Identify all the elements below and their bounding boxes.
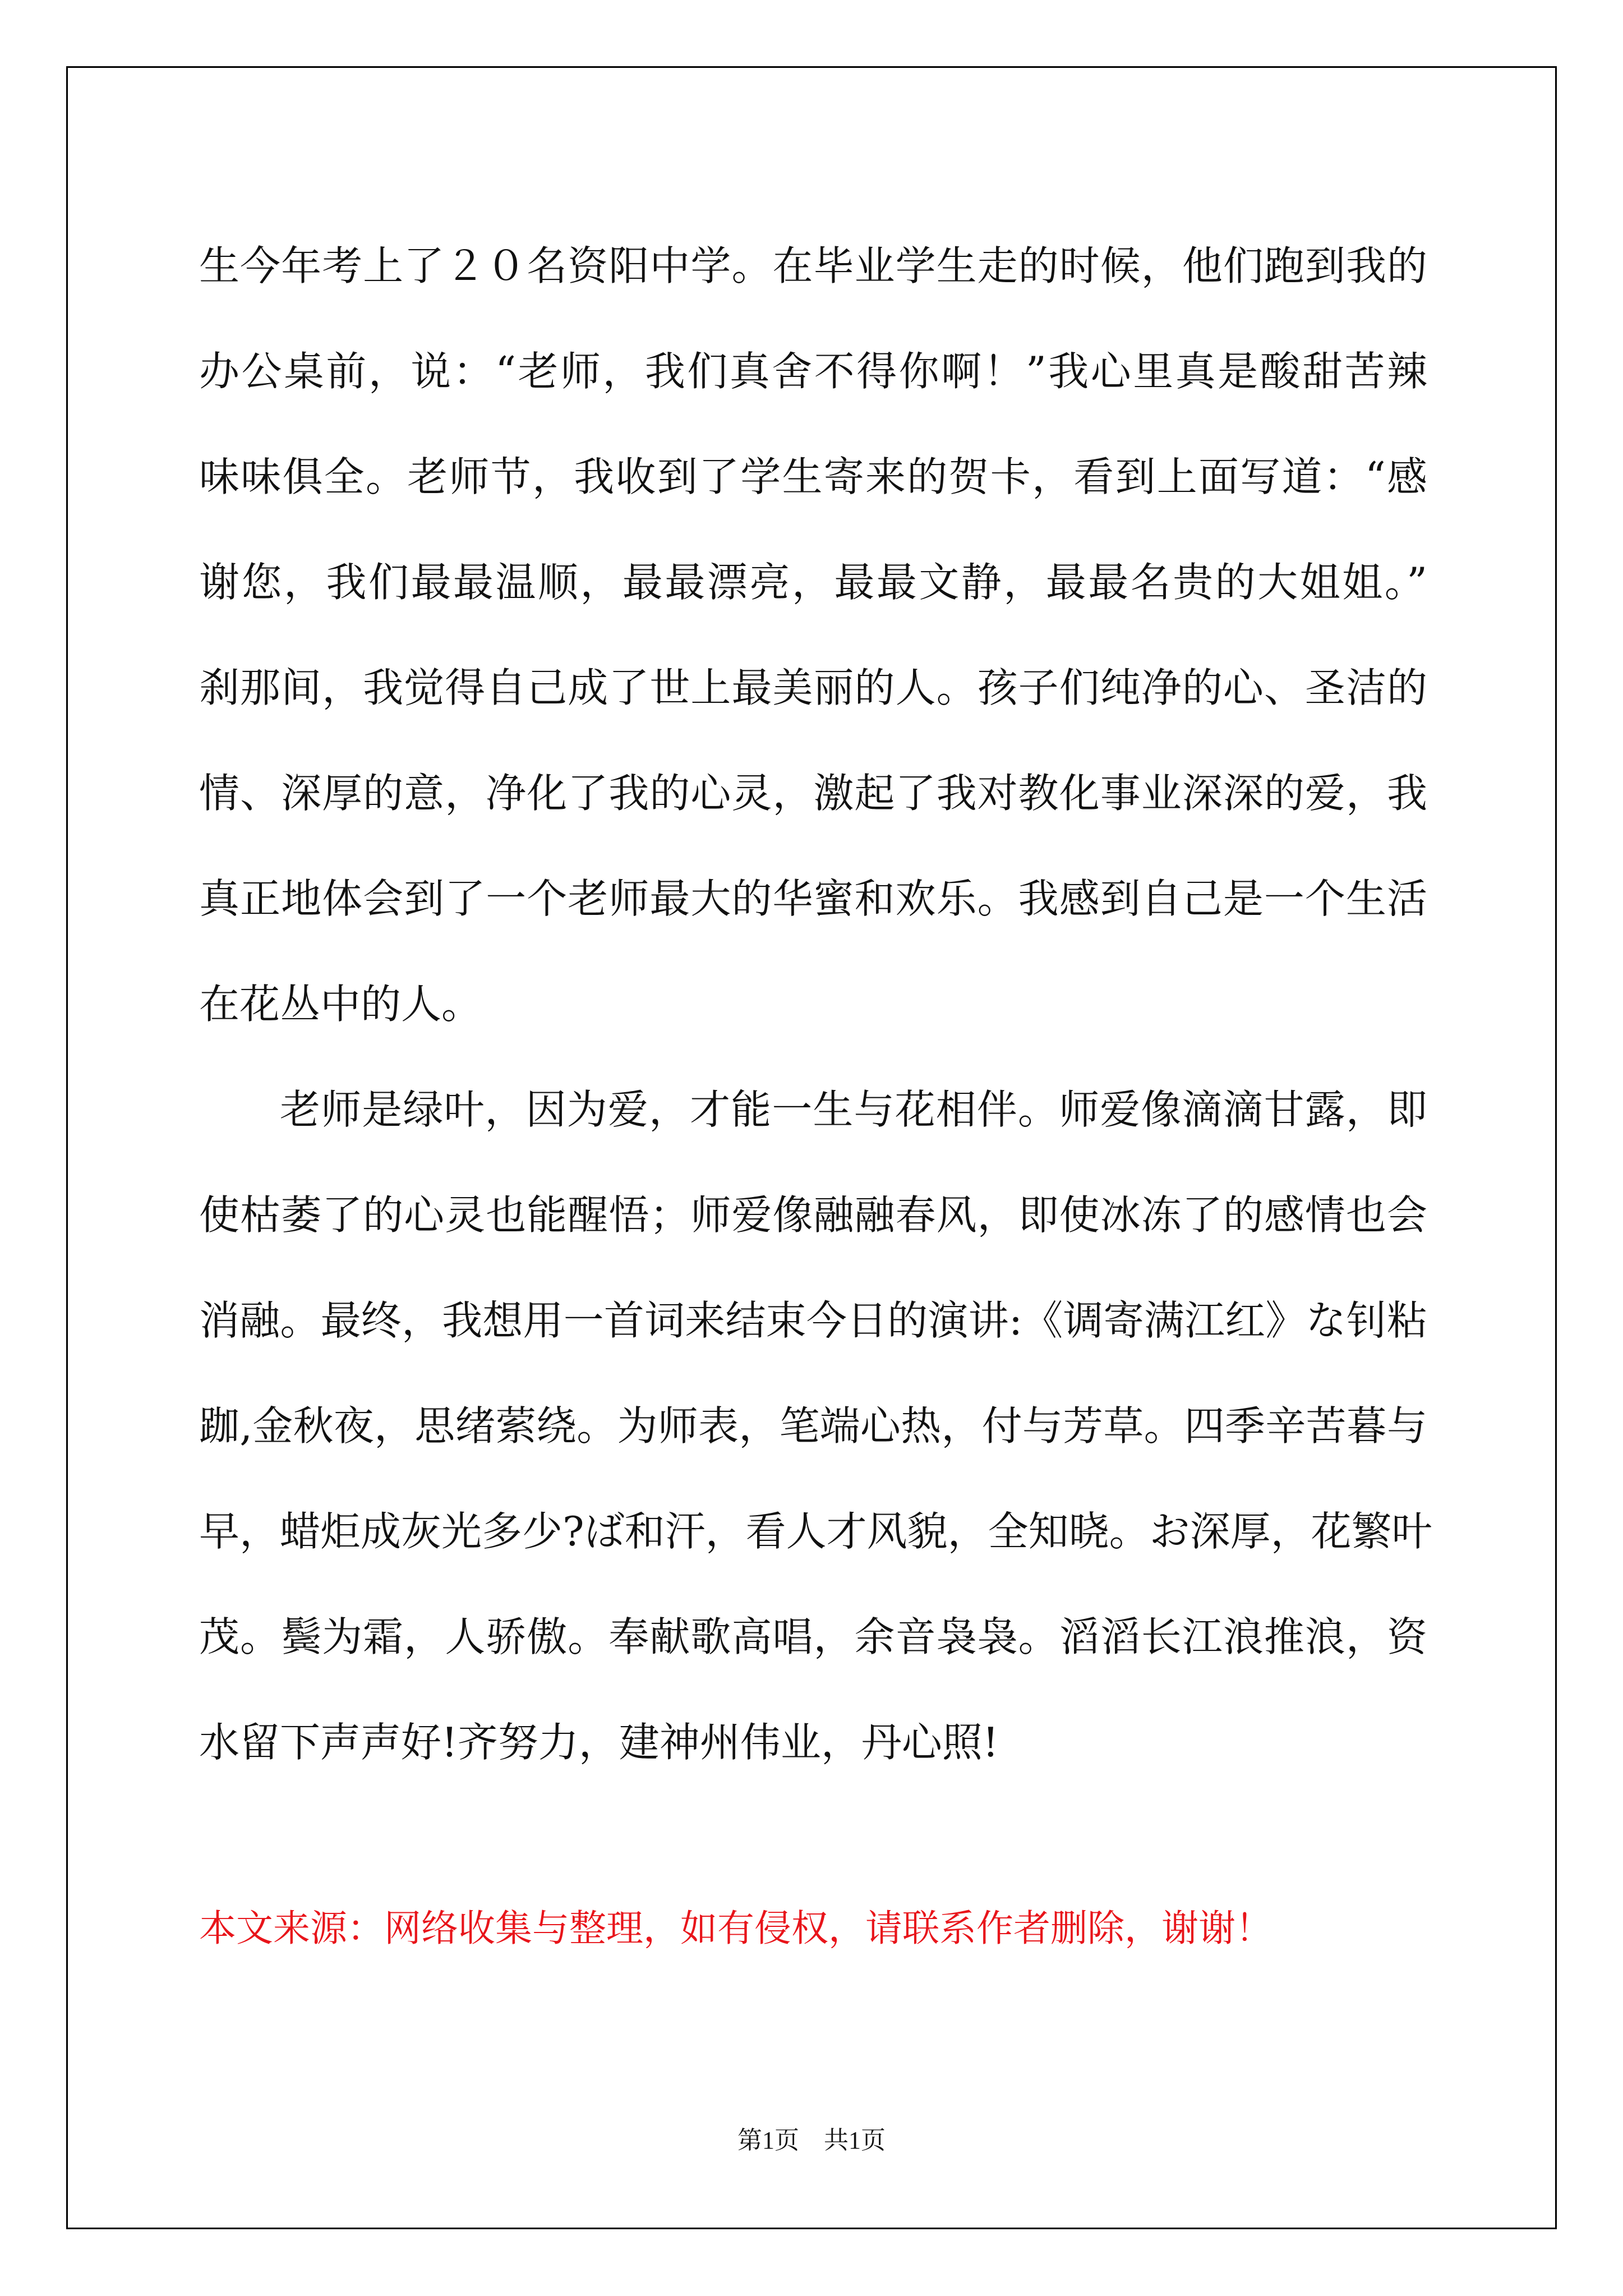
text-line: 办公桌前，说：“老师，我们真舍不得你啊！”我心里真是酸甜苦辣 <box>199 348 1427 395</box>
text-line: 真正地体会到了一个老师最大的华蜜和欢乐。我感到自己是一个生活 <box>199 875 1427 922</box>
page-footer: 第1页 共1页 <box>737 2127 886 2154</box>
text-line: 谢您，我们最最温顺，最最漂亮，最最文静，最最名贵的大姐姐。” <box>199 559 1427 606</box>
text-line: 使枯萎了的心灵也能醒悟；师爱像融融春风，即使冰冻了的感情也会 <box>199 1191 1427 1239</box>
text-line: 刹那间，我觉得自己成了世上最美丽的人。孩子们纯净的心、圣洁的 <box>199 664 1427 711</box>
text-line: 消融。最终，我想用一首词来结束今日的演讲:《调寄满江红》な钊粘 <box>199 1297 1427 1344</box>
text-line: 早，蜡炬成灰光多少?ば和汗，看人才风貌，全知晓。お深厚，花繁叶 <box>199 1508 1432 1555</box>
text-line: 在花丛中的人。 <box>199 981 482 1028</box>
paragraph-1 <box>199 213 1427 1057</box>
text-line: 情、深厚的意，净化了我的心灵，激起了我对教化事业深深的爱，我 <box>199 770 1427 817</box>
source-note: 本文来源：网络收集与整理，如有侵权，请联系作者删除，谢谢！ <box>199 1907 1272 1950</box>
text-line: 老师是绿叶，因为爱，才能一生与花相伴。师爱像滴滴甘露，即 <box>280 1086 1427 1133</box>
document-body <box>199 213 1432 1795</box>
text-line: 跏,金秋夜，思绪萦绕。为师表，笔端心热，付与芳草。四季辛苦暮与 <box>199 1402 1427 1450</box>
text-line: 水留下声声好!齐努力，建神州伟业，丹心照! <box>199 1719 999 1766</box>
text-line: 味味俱全。老师节，我收到了学生寄来的贺卡，看到上面写道：“感 <box>199 453 1427 500</box>
text-line: 生今年考上了２０名资阳中学。在毕业学生走的时候，他们跑到我的 <box>199 242 1427 289</box>
paragraph-2 <box>199 1057 1432 1795</box>
text-line: 茂。鬓为霜，人骄傲。奉献歌高唱，余音袅袅。滔滔长江浪推浪，资 <box>199 1613 1427 1660</box>
